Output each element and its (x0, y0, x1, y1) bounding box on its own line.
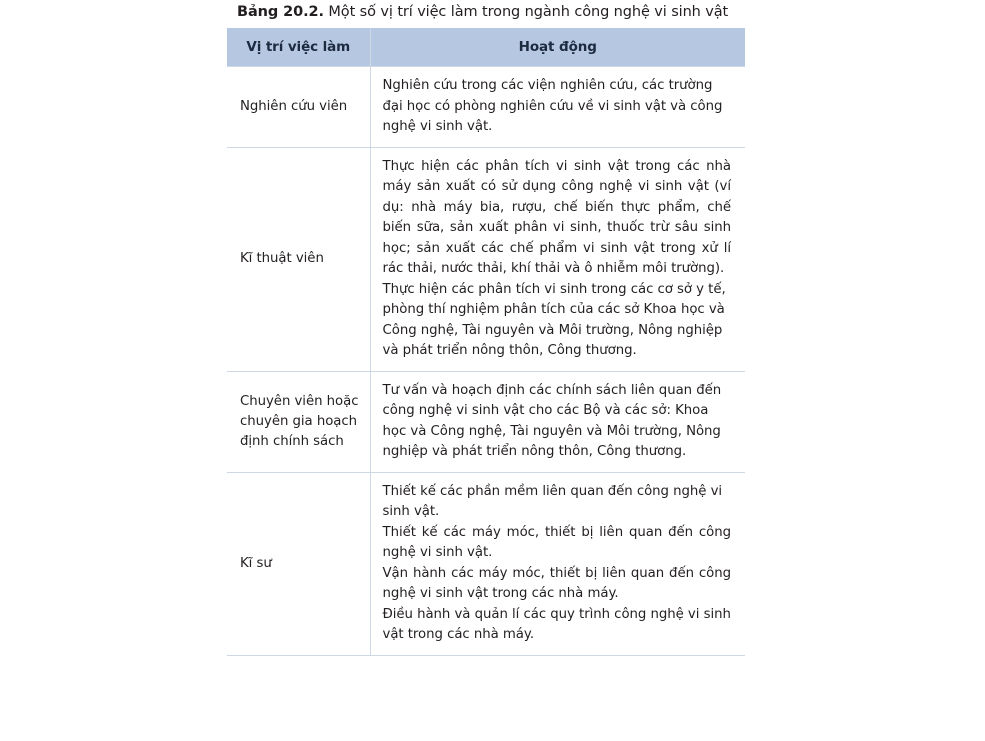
cell-role: Kĩ thuật viên (227, 147, 370, 371)
activity-paragraph: Nghiên cứu trong các viện nghiên cứu, các trường đại học có phòng nghiên cứu về vi sinh vật và công nghệ vi sinh vật. (382, 78, 723, 134)
cell-activity (370, 67, 745, 148)
table-caption (237, 2, 757, 22)
cell-role: Chuyên viên hoặc chuyên gia hoạch định chính sách (227, 371, 370, 472)
activity-paragraph: Tư vấn và hoạch định các chính sách liên quan đến công nghệ vi sinh vật cho các Bộ và các sở: Khoa học và Công nghệ, Tài nguyên và Môi trường, Nông nghiệp và phát triển nông thôn, Công thương. (382, 382, 722, 459)
column-header-role: Vị trí việc làm (227, 28, 370, 67)
cell-activity (370, 371, 745, 472)
cell-activity (370, 147, 745, 371)
activity-paragraph: Thiết kế các phần mềm liên quan đến công nghệ vi sinh vật. (382, 483, 723, 519)
activity-paragraph: Thực hiện các phân tích vi sinh vật trong các nhà máy sản xuất có sử dụng công nghệ vi sinh vật (ví dụ: nhà máy bia, rượu, chế biến thực phẩm, chế biến sữa, sản xuất phân vi sinh, thuốc trừ sâu sinh học; sản xuất các chế phẩm vi sinh vật trong xử lí rác thải, nước thải, khí thải và ô nhiễm môi trường). (382, 158, 731, 276)
table-row (227, 371, 745, 472)
table-header-row (227, 28, 745, 67)
table-header (227, 28, 745, 67)
jobs-table-container (227, 28, 745, 656)
table-row (227, 472, 745, 655)
table-row (227, 67, 745, 148)
cell-role: Nghiên cứu viên (227, 67, 370, 148)
activity-paragraph: Vận hành các máy móc, thiết bị liên quan đến công nghệ vi sinh vật trong các nhà máy. (382, 565, 731, 601)
cell-role: Kĩ sư (227, 472, 370, 655)
activity-paragraph: Điều hành và quản lí các quy trình công nghệ vi sinh vật trong các nhà máy. (382, 606, 731, 642)
column-header-activity: Hoạt động (370, 28, 745, 67)
table-caption-text: Một số vị trí việc làm trong ngành công nghệ vi sinh vật (323, 4, 729, 20)
cell-activity (370, 472, 745, 655)
activity-paragraph: Thiết kế các máy móc, thiết bị liên quan đến công nghệ vi sinh vật. (382, 524, 731, 560)
table-caption-label: Bảng 20.2. (237, 4, 324, 20)
table-row (227, 147, 745, 371)
activity-paragraph: Thực hiện các phân tích vi sinh trong các cơ sở y tế, phòng thí nghiệm phân tích của các sở Khoa học và Công nghệ, Tài nguyên và Môi trường, Nông nghiệp và phát triển nông thôn, Công thương. (382, 281, 726, 358)
jobs-table (227, 28, 745, 656)
table-body (227, 67, 745, 656)
